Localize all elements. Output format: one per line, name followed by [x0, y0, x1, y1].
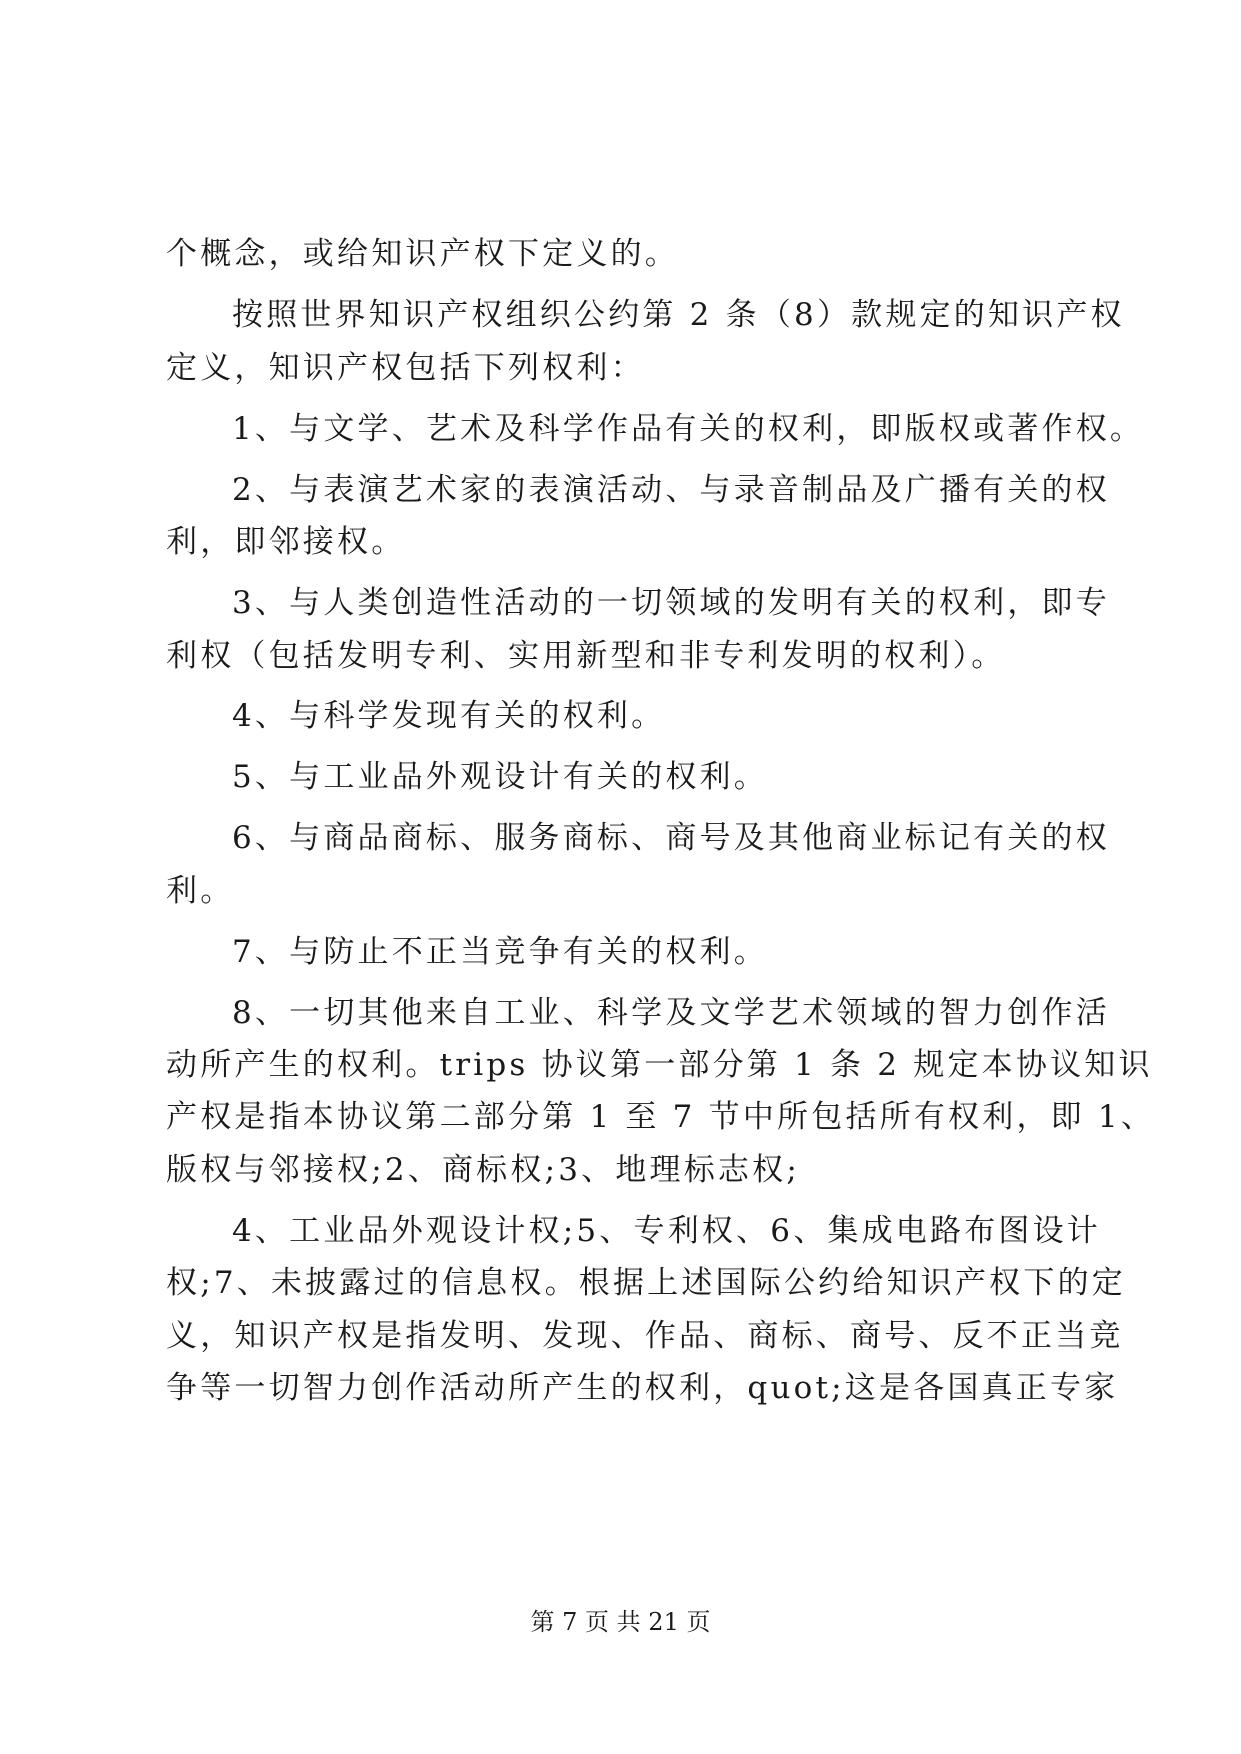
text-line: 权;7、未披露过的信息权。根据上述国际公约给知识产权下的定 — [166, 1265, 1126, 1301]
text-line: 版权与邻接权;2、商标权;3、地理标志权; — [166, 1152, 800, 1188]
text-line: 3、与人类创造性活动的一切领域的发明有关的权利，即专 — [232, 585, 1110, 621]
text-line: 5、与工业品外观设计有关的权利。 — [232, 759, 768, 795]
text-line: 利，即邻接权。 — [166, 524, 406, 560]
text-line: 利。 — [166, 873, 235, 909]
text-line: 4、工业品外观设计权;5、专利权、6、集成电路布图设计 — [232, 1213, 1102, 1249]
text-line: 利权（包括发明专利、实用新型和非专利发明的权利）。 — [166, 638, 1006, 674]
text-line: 8、一切其他来自工业、科学及文学艺术领域的智力创作活 — [232, 995, 1110, 1031]
page-footer: 第 7 页 共 21 页 — [530, 1608, 711, 1636]
text-line: 1、与文学、艺术及科学作品有关的权利，即版权或著作权。 — [232, 411, 1145, 447]
text-line: 7、与防止不正当竞争有关的权利。 — [232, 934, 768, 970]
text-line: 个概念，或给知识产权下定义的。 — [166, 236, 679, 272]
text-line: 动所产生的权利。trips 协议第一部分第 1 条 2 规定本协议知识 — [166, 1047, 1153, 1083]
text-line: 定义，知识产权包括下列权利： — [166, 350, 645, 386]
text-line: 4、与科学发现有关的权利。 — [232, 698, 666, 734]
text-line: 争等一切智力创作活动所产生的权利，quot;这是各国真正专家 — [166, 1370, 1119, 1406]
text-line: 2、与表演艺术家的表演活动、与录音制品及广播有关的权 — [232, 472, 1110, 508]
text-line: 产权是指本协议第二部分第 1 至 7 节中所包括所有权利，即 1、 — [166, 1099, 1156, 1135]
text-line: 6、与商品商标、服务商标、商号及其他商业标记有关的权 — [232, 820, 1110, 856]
text-line: 义，知识产权是指发明、发现、作品、商标、商号、反不正当竞 — [166, 1318, 1124, 1354]
text-line: 按照世界知识产权组织公约第 2 条（8）款规定的知识产权 — [232, 297, 1125, 333]
